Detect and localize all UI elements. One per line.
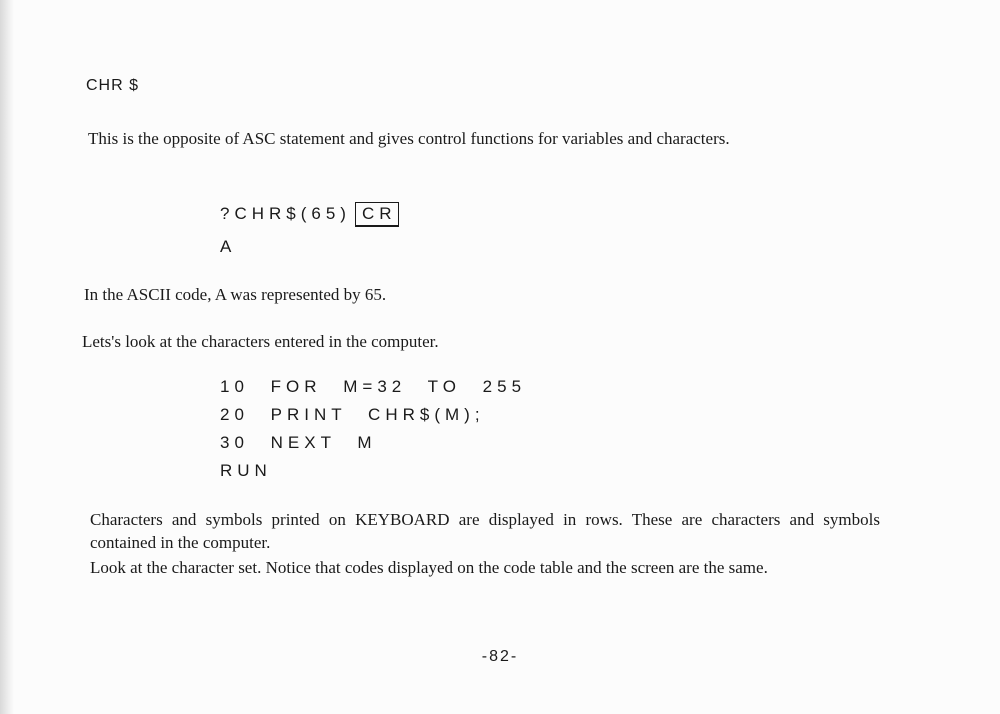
ascii-note: In the ASCII code, A was represented by 65. [84, 285, 387, 304]
example-output: A [220, 237, 237, 256]
example-command-line [220, 202, 399, 227]
look-note: Lets's look at the characters entered in the computer. [82, 332, 439, 351]
program-line-run: RUN [220, 461, 272, 480]
page-number: -82- [481, 648, 519, 665]
page-edge-shadow [0, 0, 14, 714]
cr-key-box: CR [355, 202, 399, 227]
program-line-10: 10 FOR M=32 TO 255 [220, 377, 527, 396]
program-line-30: 30 NEXT M [220, 433, 377, 452]
character-set-paragraph: Look at the character set. Notice that codes displayed on the code table and the screen are the same. [90, 558, 768, 577]
intro-paragraph: This is the opposite of ASC statement and gives control functions for variables and characters. [88, 129, 730, 148]
section-heading: CHR $ [86, 77, 140, 94]
keyboard-paragraph: Characters and symbols printed on KEYBOARD are displayed in rows. These are characters and symbols contained in the computer. [90, 510, 880, 552]
example-command: ?CHR$(65) [220, 204, 351, 223]
program-line-20: 20 PRINT CHR$(M); [220, 405, 485, 424]
